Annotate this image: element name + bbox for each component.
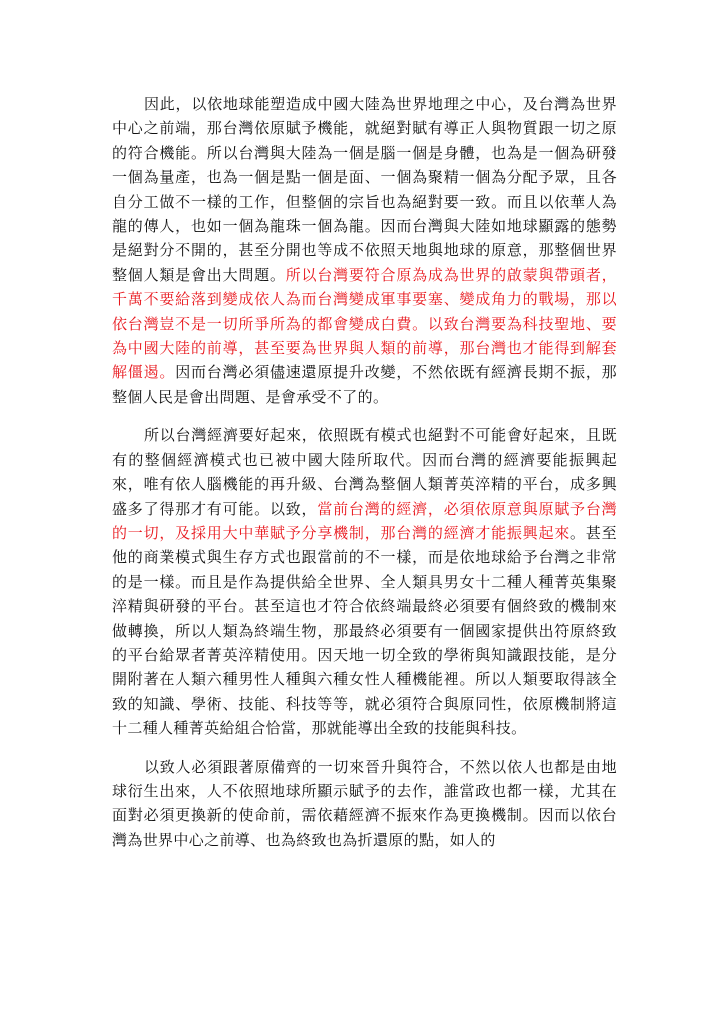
- paragraph-2-text-2: 。甚至他的商業模式與生存方式也跟當前的不一樣，而是依地球給予台灣之非常的是一樣。而且是作為提供給全世界、全人類具男女十二種人種菁英集聚淬精與研發的平台。甚至這也才符合依終端最終必須要有個終致的機制來做轉換，所以人類為終端生物，那最終必須要有一個國家提供出符原終致的平台給眾者菁英淬精使用。因天地一切全致的學術與知識跟技能，是分開附著在人類六種男性人種與六種女性人種機能裡。所以人類要取得該全致的知識、學術、技能、科技等等，就必須符合與原同性，依原機制將這十二種人種菁英給組合恰當，那就能導出全致的技能與科技。: [112, 523, 617, 738]
- paragraph-2: [112, 423, 617, 740]
- paragraph-3: [112, 755, 617, 853]
- paragraph-1-text-1: 因此，以依地球能塑造成中國大陸為世界地理之中心，及台灣為世界中心之前端，那台灣依原賦予機能，就絕對賦有導正人與物質跟一切之原的符合機能。所以台灣與大陸為一個是腦一個是身體，也為是一個為研發一個為量產，也為一個是點一個是面、一個為聚精一個為分配予眾，且各自分工做不一樣的工作，但整個的宗旨也為絕對要一致。而且以依華人為龍的傳人，也如一個為龍珠一個為龍。因而台灣與大陸如地球顯露的態勢是絕對分不開的，甚至分開也等成不依照天地與地球的原意，那整個世界整個人類是會出大問題。: [112, 95, 617, 284]
- paragraph-1-highlight: 所以台灣要符合原為成為世界的啟蒙與帶頭者，千萬不要給落到變成依人為而台灣變成軍事要塞、變成角力的戰場，那以依台灣豈不是一切所爭所為的都會變成白費。以致台灣要為科技聖地、要為中國大陸的前導，甚至要為世界與人類的前導，那台灣也才能得到解套解僵遏。: [112, 265, 617, 382]
- paragraph-2-highlight: 當前台灣的經濟，必須依原意與原賦予台灣的一切，及採用大中華賦予分享機制，那台灣的經濟才能振興起來: [112, 499, 617, 542]
- paragraph-2-text-1: 所以台灣經濟要好起來，依照既有模式也絕對不可能會好起來，且既有的整個經濟模式也已被中國大陸所取代。因而台灣的經濟要能振興起來，唯有依人腦機能的再升級、台灣為整個人類菁英淬精的平台，成多興盛多了得那才有可能。以致，: [112, 426, 617, 518]
- paragraph-1-text-2: 因而台灣必須儘速還原提升改變，不然依既有經濟長期不振，那整個人民是會出問題、是會承受不了的。: [112, 363, 617, 406]
- paragraph-1: [112, 92, 617, 409]
- paragraph-3-text-1: 以致人必須跟著原備齊的一切來晉升與符合，不然以依人也都是由地球衍生出來，人不依照地球所顯示賦予的去作，誰當政也都一樣，尤其在面對必須更換新的使命前，需依藉經濟不振來作為更換機制。因而以依台灣為世界中心之前導、也為終致也為折還原的點，如人的: [112, 757, 617, 849]
